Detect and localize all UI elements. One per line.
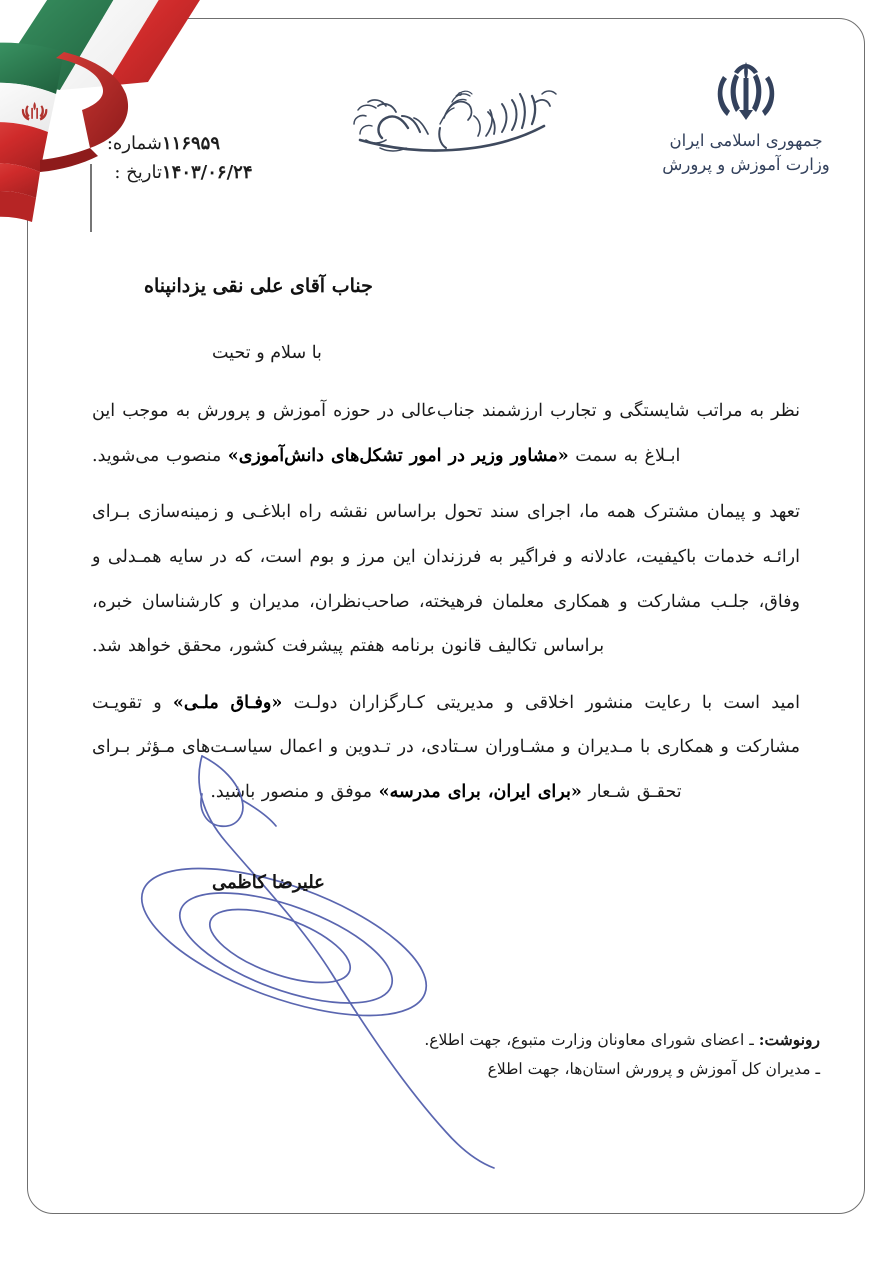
letter-date-label: تاریخ :	[114, 162, 162, 183]
letterhead-ministry: وزارت آموزش و پرورش	[662, 154, 830, 174]
cc-item-0: ـ اعضای شورای معاونان وزارت متبوع، جهت اطلاع.	[424, 1031, 754, 1049]
slogan-phrase: «برای ایران، برای مدرسه»	[378, 782, 582, 802]
letter-date-value: ۱۴۰۳/۰۶/۲۴	[162, 162, 253, 183]
letter-number-row	[86, 133, 276, 154]
cc-block	[420, 1026, 820, 1083]
paragraph-hope	[92, 681, 800, 815]
national-accord-phrase: «وفـاق ملـی»	[172, 692, 283, 713]
letter-meta	[86, 133, 276, 191]
signature-name: علیرضا کاظمی	[212, 872, 325, 893]
paragraph-hope-text-3: موفق و منصور باشید.	[210, 782, 379, 802]
iran-flag-ribbon-icon	[0, 0, 216, 232]
letterhead-organization: جمهوری اسلامی ایران	[669, 131, 823, 150]
cc-line-second	[420, 1055, 820, 1084]
letter-number-label: شماره:	[106, 133, 162, 154]
appointment-title: «مشاور وزیر در امور تشکل‌های دانش‌آموزی»	[227, 445, 569, 466]
paragraph-commitment: تعهد و پیمان مشترک همه ما، اجرای سند تحول براساس نقشه راه ابلاغـی و زمینه‌سازی بـرای ارائـه خدمات باکیفیت، عادلانه و فراگیر به فرزندان این مرز و بوم است، که در سایه همـدلی و وفاق، جلـب مشارکت و همکاری معلمان فرهیخته، صاحب‌نظران، مدیران و کارشناسان خبره، براساس تکالیف قانون برنامه هفتم پیشرفت کشور، محقق خواهد شد.	[92, 502, 800, 657]
letter-number-value: ۱۱۶۹۵۹	[162, 133, 221, 154]
letter-date-row	[86, 162, 276, 183]
bismillah-calligraphy-icon	[336, 72, 576, 177]
letterhead	[636, 58, 856, 177]
paragraph-appointment-text-1: نظر به مراتب شایستگی و تجارب ارزشمند جناب‌عالی در حوزه آموزش و پرورش به موجب این ابـلاغ به سمت	[92, 401, 800, 466]
salutation: با سلام و تحیت	[212, 343, 322, 363]
cc-item-1: ـ مدیران کل آموزش و پرورش استان‌ها، جهت اطلاع	[487, 1059, 820, 1078]
cc-line-first	[420, 1026, 820, 1055]
cc-label: رونوشت:	[758, 1030, 820, 1049]
paragraph-hope-text-2: و تقویـت مشارکت و همکاری با مـدیران و مشـاوران سـتادی، در تـدوین و اعمال سیاسـت‌های مـؤثر بـرای تحقـق شـعار	[92, 692, 800, 802]
paragraph-appointment-text-2: منصوب می‌شوید.	[92, 445, 228, 466]
paragraph-hope-text-1: امید است با رعایت منشور اخلاقی و مدیریتی کـارگزاران دولـت	[282, 692, 800, 713]
paragraph-appointment	[92, 389, 800, 478]
addressee: جناب آقای علی نقی یزدانپناه	[144, 275, 373, 297]
iran-emblem-icon	[709, 58, 783, 124]
letter-body	[92, 275, 800, 827]
